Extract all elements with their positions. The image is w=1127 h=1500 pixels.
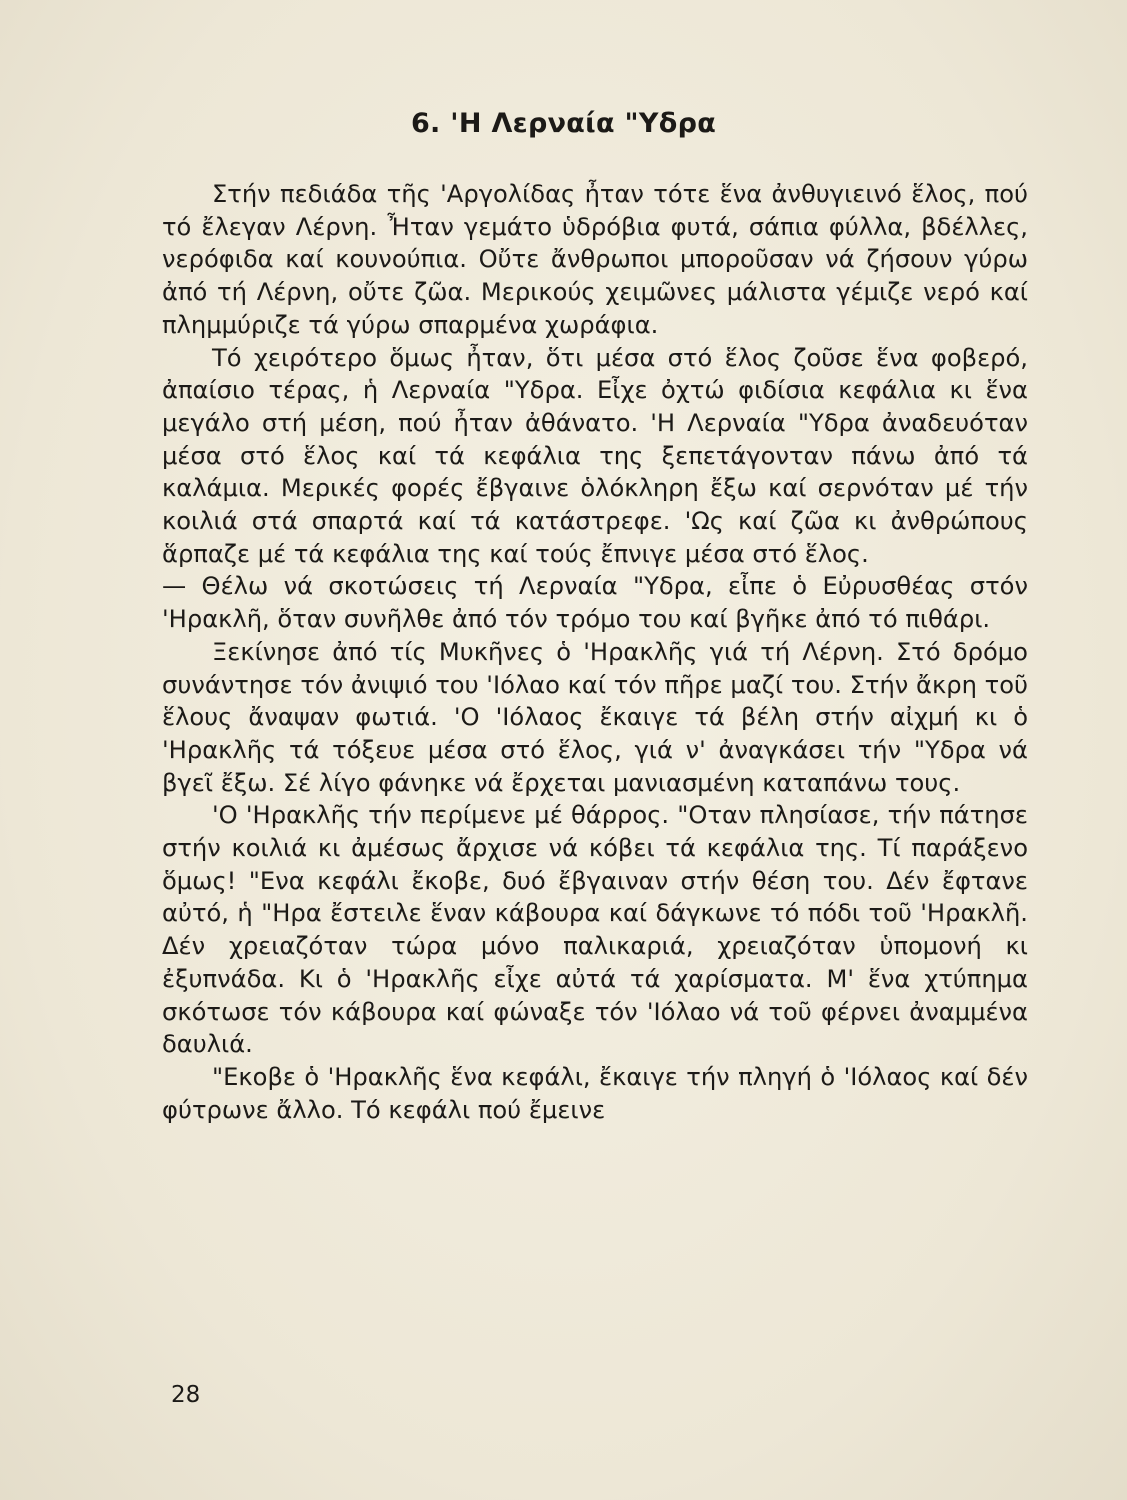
paragraph-5: 'Ο 'Ηρακλῆς τήν περίμενε μέ θάρρος. "Οταν πλησίασε, τήν πάτησε στήν κοιλιά κι ἀμέσως ἄρχισε νά κόβει τά κεφάλια της. Τί παράξενο ὅμως! "Ενα κεφάλι ἔκοβε, δυό ἔβγαιναν στήν θέση του. Δέν ἔφτανε αὐτό, ἡ "Ηρα ἔστειλε ἕναν κάβουρα καί δάγκωνε τό πόδι τοῦ 'Ηρακλῆ. Δέν χρειαζόταν τώρα μόνο παλικαριά, χρειαζόταν ὑπομονή κι ἐξυπνάδα. Κι ὁ 'Ηρακλῆς εἶχε αὐτά τά χαρίσματα. Μ' ἕνα χτύπημα σκότωσε τόν κάβουρα καί φώναξε τόν 'Ιόλαο νά τοῦ φέρνει ἀναμμένα δαυλιά. — [162, 801, 1028, 1059]
paragraph-3-dialogue: — Θέλω νά σκοτώσεις τή Λερναία "Υδρα, εἶπε ὁ Εὐρυσθέας στόν 'Ηρακλῆ, ὅταν συνῆλθε ἀπό τόν τρόμο του καί βγῆκε ἀπό τό πιθάρι. — [162, 572, 1028, 634]
body-text — [162, 178, 1028, 1126]
paragraph-1: Στήν πεδιάδα τῆς 'Αργολίδας ἦταν τότε ἕνα ἀνθυγιεινό ἕλος, πού τό ἔλεγαν Λέρνη. Ἦταν γεμάτο ὑδρόβια φυτά, σάπια φύλλα, βδέλλες, νερόφιδα καί κουνούπια. Οὔτε ἄνθρωποι μποροῦσαν νά ζήσουν γύρω ἀπό τή Λέρνη, οὔτε ζῶα. Μερικούς χειμῶνες μάλιστα γέμιζε νερό καί πλημμύριζε τά γύρω σπαρμένα χωράφια. — [162, 180, 1028, 339]
paragraph-6: "Εκοβε ὁ 'Ηρακλῆς ἕνα κεφάλι, ἔκαιγε τήν πληγή ὁ 'Ιόλαος καί δέν φύτρωνε ἄλλο. Τό κεφάλι πού ἔμεινε — [162, 1062, 1028, 1124]
chapter-title: 6. 'Η Λερναία "Υδρα — [410, 108, 717, 139]
page-number: 28 — [171, 1382, 201, 1408]
paragraph-4: Ξεκίνησε ἀπό τίς Μυκῆνες ὁ 'Ηρακλῆς γιά τή Λέρνη. Στό δρόμο συνάντησε τόν ἀνιψιό του 'Ιόλαο καί τόν πῆρε μαζί του. Στήν ἄκρη τοῦ ἕλους ἄναψαν φωτιά. 'Ο 'Ιόλαος ἔκαιγε τά βέλη στήν αἰχμή κι ὁ 'Ηρακλῆς τά τόξευε μέσα στό ἕλος, γιά ν' ἀναγκάσει τήν "Υδρα νά βγεῖ ἔξω. Σέ λίγο φάνηκε νά ἔρχεται μανιασμένη καταπάνω τους. — [162, 637, 1028, 797]
paragraph-2: Τό χειρότερο ὅμως ἦταν, ὅτι μέσα στό ἕλος ζοῦσε ἕνα φοβερό, ἀπαίσιο τέρας, ἡ Λερναία "Υδρα. Εἶχε ὀχτώ φιδίσια κεφάλια κι ἕνα μεγάλο στή μέση, πού ἦταν ἀθάνατο. 'Η Λερναία "Υδρα ἀναδευόταν μέσα στό ἕλος καί τά κεφάλια της ξεπετάγονταν πάνω ἀπό τά καλάμια. Μερικές φορές ἔβγαινε ὁλόκληρη ἔξω καί σερνόταν μέ τήν κοιλιά στά σπαρτά καί τά κατάστρεφε. 'Ως καί ζῶα κι ἀνθρώπους ἅρπαζε μέ τά κεφάλια της καί τούς ἔπνιγε μέσα στό ἕλος. — [162, 343, 1028, 568]
